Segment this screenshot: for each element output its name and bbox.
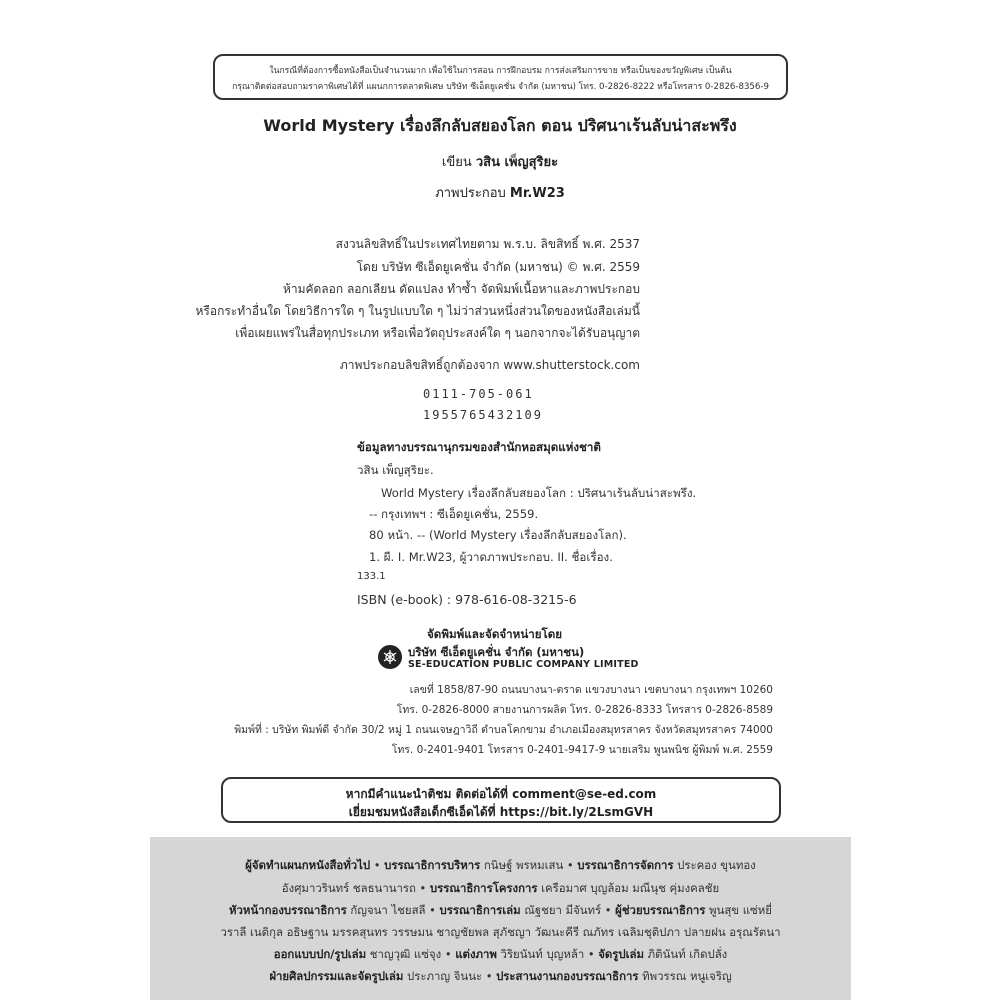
credit-role: ออกแบบปก/รูปเล่ม bbox=[273, 947, 367, 961]
credit-role: หัวหน้ากองบรรณาธิการ bbox=[229, 903, 347, 917]
credits-row-2: อังศุมาวรินทร์ ชลธนานารถ • บรรณาธิการโครงการ เครือมาศ บุญล้อม มณีนุช คุ่มงคลชัย bbox=[281, 881, 720, 895]
publisher-address-2: โทร. 0-2826-8000 สายงานการผลิต โทร. 0-2826-8333 โทรสาร 0-2826-8589 bbox=[396, 704, 773, 716]
copyright-line-4: หรือกระทำอื่นใด โดยวิธีการใด ๆ ในรูปแบบใด ๆ ไม่ว่าส่วนหนึ่งส่วนใดของหนังสือเล่มนี้ bbox=[195, 304, 640, 318]
credits-row-4: วราลี เนติกุล อธิษฐาน มรรคสุนทร วรรษมน ชาญชัยพล สุภัชญา วัฒนะคีรี ณภัทร เฉลิมชุติปภา ปลายฝน อรุณรัตนา bbox=[220, 925, 781, 939]
copyright-line-1: สงวนลิขสิทธิ์ในประเทศไทยตาม พ.ร.บ. ลิขสิทธิ์ พ.ศ. 2537 bbox=[335, 237, 640, 251]
credits-row-1: ผู้จัดทำแผนกหนังสือทั่วไป • บรรณาธิการบริหาร กนิษฐ์ พรหมเสน • บรรณาธิการจัดการ ประคอง ขุนทอง bbox=[245, 858, 756, 872]
credit-name: ภิตินันท์ เกิดปลั่ง bbox=[647, 947, 728, 961]
se-ed-logo-icon bbox=[378, 645, 402, 669]
copyright-line-3: ห้ามคัดลอก ลอกเลียน ดัดแปลง ทำซ้ำ จัดพิมพ์เนื้อหาและภาพประกอบ bbox=[282, 282, 640, 296]
code-line-1: 0111-705-061 bbox=[423, 387, 534, 401]
credit-role: บรรณาธิการเล่ม bbox=[439, 903, 521, 917]
publisher-name-th: บริษัท ซีเอ็ดยูเคชั่น จำกัด (มหาชน) bbox=[408, 645, 585, 659]
notice-line-1: ในกรณีที่ต้องการซื้อหนังสือเป็นจำนวนมาก เพื่อใช้ในการสอน การฝึกอบรม การส่งเสริมการขาย หรือเป็นของขวัญพิเศษ เป็นต้น bbox=[269, 66, 732, 76]
author-line bbox=[150, 151, 850, 172]
credit-name: ประภาญ จินนะ bbox=[407, 969, 483, 983]
illustrator-line bbox=[150, 182, 850, 203]
image-credit: ภาพประกอบลิขสิทธิ์ถูกต้องจาก www.shutterstock.com bbox=[339, 358, 640, 372]
printer-line-2: โทร. 0-2401-9401 โทรสาร 0-2401-9417-9 นายเสริม พูนพนิช ผู้พิมพ์ พ.ศ. 2559 bbox=[391, 744, 773, 756]
contact-email-line: หากมีคำแนะนำติชม ติดต่อได้ที่ comment@se-ed.com bbox=[345, 787, 657, 801]
notice-line-2: กรุณาติดต่อสอบถามราคาพิเศษได้ที่ แผนกการตลาดพิเศษ บริษัท ซีเอ็ดยูเคชั่น จำกัด (มหาชน) โทร. 0-2826-8222 หรือโทรสาร 0-2826-8356-9 bbox=[232, 82, 769, 92]
credit-role: แต่งภาพ bbox=[455, 947, 497, 961]
illustrator-label: ภาพประกอบ bbox=[435, 186, 506, 201]
credit-name: อังศุมาวรินทร์ ชลธนานารถ bbox=[281, 881, 416, 895]
credits-row-3: หัวหน้ากองบรรณาธิการ กัญจนา ไชยสลี • บรรณาธิการเล่ม ณัฐชยา มีจันทร์ • ผู้ช่วยบรรณาธิการ พูนสุข แซ่หยี่ bbox=[229, 903, 772, 917]
cip-isbn: ISBN (e-book) : 978-616-08-3215-6 bbox=[357, 592, 577, 607]
credit-role: ประสานงานกองบรรณาธิการ bbox=[496, 969, 639, 983]
credit-name: วิริยนันท์ บุญหล้า bbox=[500, 947, 585, 961]
credit-name: กนิษฐ์ พรหมเสน bbox=[483, 858, 564, 872]
credit-name: ประคอง ขุนทอง bbox=[677, 858, 756, 872]
cip-imprint: -- กรุงเทพฯ : ซีเอ็ดยูเคชั่น, 2559. bbox=[369, 507, 539, 521]
credits-row-5: ออกแบบปก/รูปเล่ม ชาญวุฒิ แซ่จุง • แต่งภาพ วิริยนันท์ บุญหล้า • จัดรูปเล่ม ภิตินันท์ เกิดปลั่ง bbox=[273, 947, 728, 961]
book-title: World Mystery เรื่องลึกลับสยองโลก ตอน ปริศนาเร้นลับน่าสะพรึง bbox=[263, 116, 737, 135]
credit-name: ณัฐชยา มีจันทร์ bbox=[524, 903, 602, 917]
illustrator-name: Mr.W23 bbox=[509, 186, 565, 201]
credit-role: ผู้จัดทำแผนกหนังสือทั่วไป bbox=[245, 858, 371, 872]
code-line-2: 1955765432109 bbox=[423, 408, 543, 422]
credit-role: บรรณาธิการจัดการ bbox=[577, 858, 674, 872]
special-sales-notice-box bbox=[213, 54, 788, 100]
credit-name: ทิพวรรณ หนูเจริญ bbox=[642, 969, 732, 983]
credit-name: กัญจนา ไชยสลี bbox=[350, 903, 426, 917]
cip-pages: 80 หน้า. -- (World Mystery เรื่องลึกลับสยองโลก). bbox=[369, 528, 627, 542]
publisher-heading: จัดพิมพ์และจัดจำหน่ายโดย bbox=[427, 627, 563, 641]
credit-name: เครือมาศ บุญล้อม มณีนุช คุ่มงคลชัย bbox=[541, 881, 720, 895]
credit-role: จัดรูปเล่ม bbox=[598, 947, 645, 961]
printer-line-1: พิมพ์ที่ : บริษัท พิมพ์ดี จำกัด 30/2 หมู่ 1 ถนนเจษฎาวิถี ตำบลโคกขาม อำเภอเมืองสมุทรสาคร จังหวัดสมุทรสาคร 74000 bbox=[234, 724, 773, 736]
author-label: เขียน bbox=[441, 155, 472, 170]
contact-box bbox=[221, 777, 781, 823]
cip-heading: ข้อมูลทางบรรณานุกรมของสำนักหอสมุดแห่งชาติ bbox=[357, 440, 601, 454]
cip-title: World Mystery เรื่องลึกลับสยองโลก : ปริศนาเร้นลับน่าสะพรึง. bbox=[381, 486, 697, 500]
cip-author: วสิน เพ็ญสุริยะ. bbox=[357, 463, 434, 477]
copyright-line-5: เพื่อเผยแพร่ในสื่อทุกประเภท หรือเพื่อวัตถุประสงค์ใด ๆ นอกจากจะได้รับอนุญาต bbox=[235, 326, 640, 340]
credit-name: ชาญวุฒิ แซ่จุง bbox=[369, 947, 442, 961]
credit-role: ฝ่ายศิลปกรรมและจัดรูปเล่ม bbox=[269, 969, 404, 983]
copyright-line-2: โดย บริษัท ซีเอ็ดยูเคชั่น จำกัด (มหาชน) © พ.ศ. 2559 bbox=[356, 260, 640, 274]
cip-class: 133.1 bbox=[357, 571, 386, 582]
cip-subjects: 1. ผี. I. Mr.W23, ผู้วาดภาพประกอบ. II. ชื่อเรื่อง. bbox=[369, 550, 613, 564]
publisher-address-1: เลขที่ 1858/87-90 ถนนบางนา-ตราด แขวงบางนา เขตบางนา กรุงเทพฯ 10260 bbox=[409, 684, 773, 696]
credit-role: บรรณาธิการโครงการ bbox=[429, 881, 538, 895]
credit-name: พูนสุข แซ่หยี่ bbox=[709, 903, 772, 917]
publisher-name-en: SE-EDUCATION PUBLIC COMPANY LIMITED bbox=[408, 659, 639, 670]
contact-url-line: เยี่ยมชมหนังสือเด็กซีเอ็ดได้ที่ https://bit.ly/2LsmGVH bbox=[348, 805, 654, 819]
credits-row-6: ฝ่ายศิลปกรรมและจัดรูปเล่ม ประภาญ จินนะ • ประสานงานกองบรรณาธิการ ทิพวรรณ หนูเจริญ bbox=[269, 969, 732, 983]
credits-panel bbox=[150, 837, 851, 1000]
credit-role: บรรณาธิการบริหาร bbox=[384, 858, 481, 872]
author-name: วสิน เพ็ญสุริยะ bbox=[475, 155, 559, 170]
credit-role: ผู้ช่วยบรรณาธิการ bbox=[615, 903, 706, 917]
